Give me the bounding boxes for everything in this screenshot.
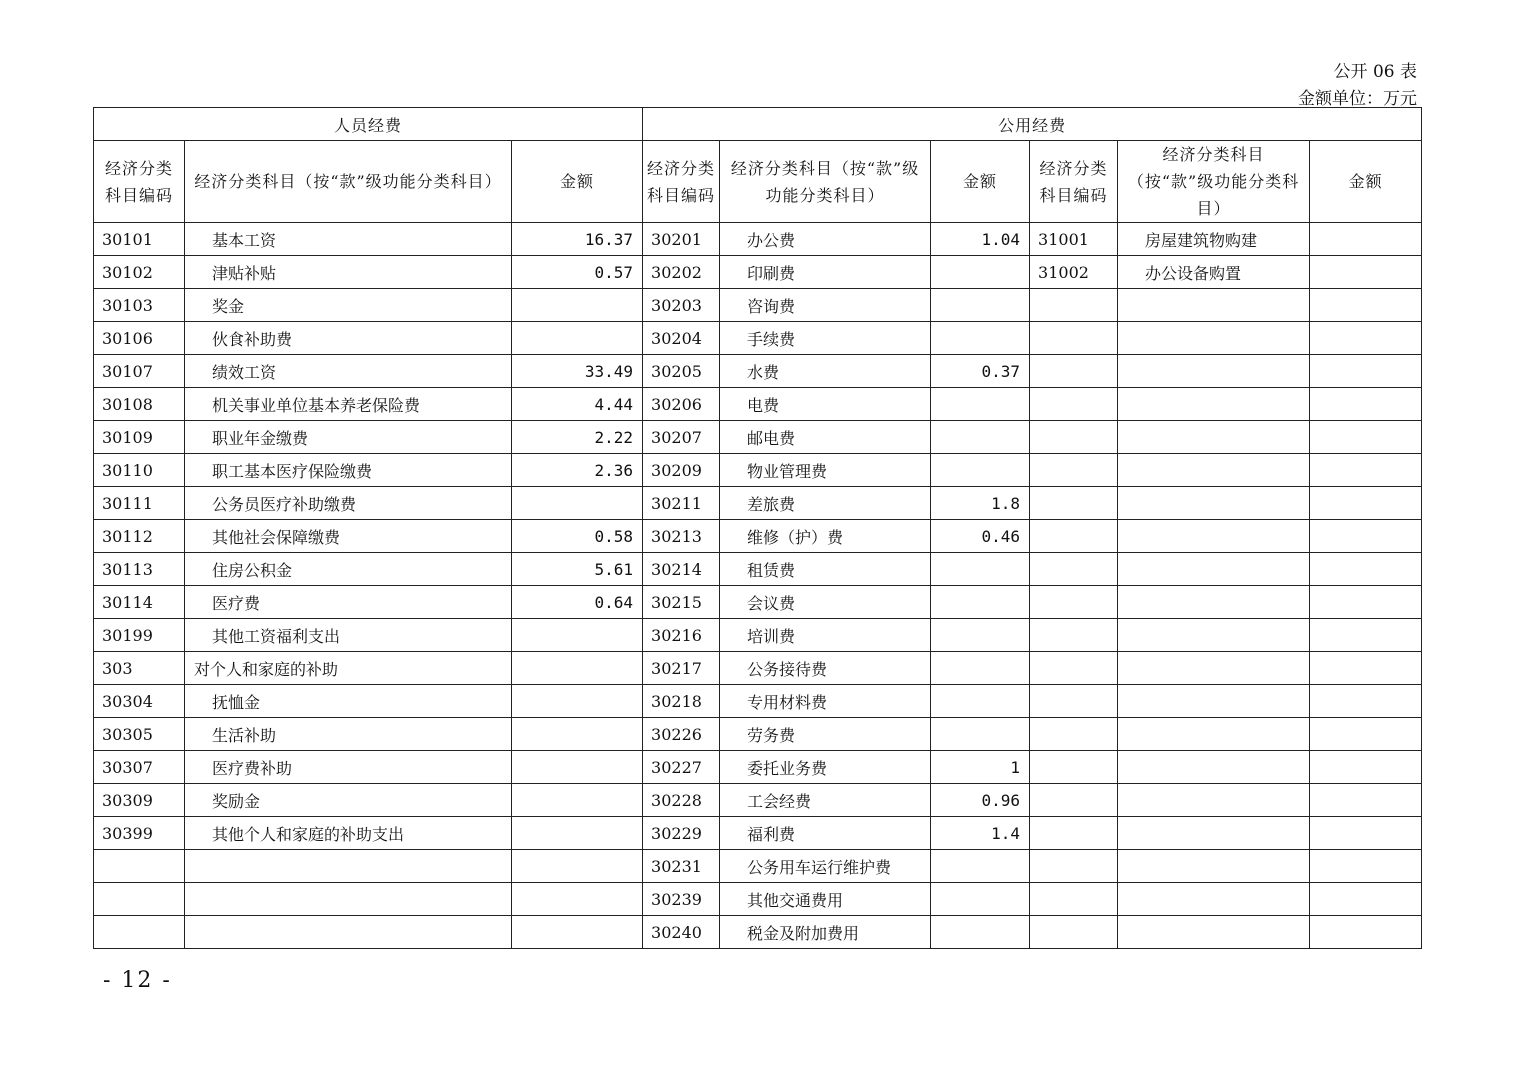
- public-amount-cell: [931, 916, 1030, 949]
- personnel-name-cell: 基本工资: [185, 223, 512, 256]
- capital-name-cell: [1118, 454, 1310, 487]
- public-amount-cell: 0.37: [931, 355, 1030, 388]
- capital-amount-cell: [1310, 817, 1422, 850]
- capital-name-cell: [1118, 553, 1310, 586]
- public-name-cell: 租赁费: [720, 553, 931, 586]
- capital-code-cell: [1030, 421, 1118, 454]
- capital-code-cell: [1030, 553, 1118, 586]
- col-header-amount: 金额: [512, 141, 643, 223]
- group-header-personnel: 人员经费: [94, 108, 643, 141]
- personnel-name-cell: 奖金: [185, 289, 512, 322]
- personnel-name-cell: 其他社会保障缴费: [185, 520, 512, 553]
- personnel-amount-cell: [512, 652, 643, 685]
- personnel-code-cell: 30111: [94, 487, 185, 520]
- capital-name-cell: [1118, 916, 1310, 949]
- table-row: [94, 355, 1422, 388]
- capital-name-cell: [1118, 751, 1310, 784]
- personnel-code-cell: 30399: [94, 817, 185, 850]
- public-code-cell: 30217: [643, 652, 720, 685]
- public-name-cell: 税金及附加费用: [720, 916, 931, 949]
- expenditure-table: [93, 107, 1422, 949]
- capital-amount-cell: [1310, 553, 1422, 586]
- capital-code-cell: [1030, 916, 1118, 949]
- col-header-code: 经济分类科目编码: [94, 141, 185, 223]
- public-amount-cell: [931, 883, 1030, 916]
- public-name-cell: 手续费: [720, 322, 931, 355]
- public-code-cell: 30211: [643, 487, 720, 520]
- capital-amount-cell: [1310, 487, 1422, 520]
- capital-amount-cell: [1310, 586, 1422, 619]
- personnel-amount-cell: 33.49: [512, 355, 643, 388]
- table-row: [94, 685, 1422, 718]
- col-header-name: 经济分类科目（按“款”级功能分类科目）: [720, 141, 931, 223]
- personnel-code-cell: 30103: [94, 289, 185, 322]
- public-name-cell: 委托业务费: [720, 751, 931, 784]
- capital-code-cell: [1030, 487, 1118, 520]
- personnel-name-cell: 津贴补贴: [185, 256, 512, 289]
- public-amount-cell: [931, 322, 1030, 355]
- capital-name-cell: [1118, 520, 1310, 553]
- capital-code-cell: [1030, 355, 1118, 388]
- capital-amount-cell: [1310, 388, 1422, 421]
- public-name-cell: 差旅费: [720, 487, 931, 520]
- personnel-amount-cell: 2.36: [512, 454, 643, 487]
- public-name-cell: 工会经费: [720, 784, 931, 817]
- capital-amount-cell: [1310, 289, 1422, 322]
- public-amount-cell: [931, 421, 1030, 454]
- capital-amount-cell: [1310, 520, 1422, 553]
- public-code-cell: 30202: [643, 256, 720, 289]
- public-amount-cell: [931, 619, 1030, 652]
- personnel-code-cell: 30112: [94, 520, 185, 553]
- personnel-amount-cell: [512, 619, 643, 652]
- capital-code-cell: [1030, 817, 1118, 850]
- capital-code-cell: [1030, 784, 1118, 817]
- table-row: [94, 817, 1422, 850]
- table-row: [94, 652, 1422, 685]
- personnel-amount-cell: [512, 685, 643, 718]
- capital-code-cell: [1030, 454, 1118, 487]
- public-name-cell: 水费: [720, 355, 931, 388]
- personnel-name-cell: 职工基本医疗保险缴费: [185, 454, 512, 487]
- table-row: [94, 520, 1422, 553]
- table-row: [94, 322, 1422, 355]
- public-name-cell: 公务接待费: [720, 652, 931, 685]
- capital-code-cell: [1030, 850, 1118, 883]
- public-name-cell: 印刷费: [720, 256, 931, 289]
- capital-name-cell: 办公设备购置: [1118, 256, 1310, 289]
- public-code-cell: 30209: [643, 454, 720, 487]
- personnel-code-cell: 30309: [94, 784, 185, 817]
- capital-name-cell: [1118, 421, 1310, 454]
- public-amount-cell: [931, 586, 1030, 619]
- public-amount-cell: [931, 289, 1030, 322]
- capital-amount-cell: [1310, 850, 1422, 883]
- col-header-name: 经济分类科目（按“款”级功能分类科目）: [1118, 141, 1310, 223]
- personnel-code-cell: [94, 916, 185, 949]
- capital-code-cell: [1030, 751, 1118, 784]
- public-code-cell: 30215: [643, 586, 720, 619]
- capital-amount-cell: [1310, 685, 1422, 718]
- table-row: [94, 487, 1422, 520]
- public-amount-cell: 1: [931, 751, 1030, 784]
- public-name-cell: 公务用车运行维护费: [720, 850, 931, 883]
- capital-amount-cell: [1310, 223, 1422, 256]
- public-amount-cell: 1.4: [931, 817, 1030, 850]
- capital-name-cell: [1118, 685, 1310, 718]
- personnel-code-cell: 30101: [94, 223, 185, 256]
- public-name-cell: 维修（护）费: [720, 520, 931, 553]
- capital-code-cell: [1030, 586, 1118, 619]
- personnel-code-cell: 30113: [94, 553, 185, 586]
- group-header-public: 公用经费: [643, 108, 1422, 141]
- public-amount-cell: [931, 850, 1030, 883]
- capital-name-cell: [1118, 718, 1310, 751]
- capital-amount-cell: [1310, 421, 1422, 454]
- capital-code-cell: [1030, 289, 1118, 322]
- personnel-code-cell: [94, 850, 185, 883]
- public-amount-cell: [931, 652, 1030, 685]
- personnel-name-cell: 公务员医疗补助缴费: [185, 487, 512, 520]
- personnel-amount-cell: 0.58: [512, 520, 643, 553]
- public-code-cell: 30229: [643, 817, 720, 850]
- capital-name-cell: [1118, 652, 1310, 685]
- public-name-cell: 办公费: [720, 223, 931, 256]
- table-row: [94, 388, 1422, 421]
- col-header-amount: 金额: [1310, 141, 1422, 223]
- public-code-cell: 30214: [643, 553, 720, 586]
- col-header-code: 经济分类科目编码: [1030, 141, 1118, 223]
- personnel-code-cell: 30110: [94, 454, 185, 487]
- personnel-amount-cell: [512, 784, 643, 817]
- personnel-name-cell: 奖励金: [185, 784, 512, 817]
- table-row: [94, 619, 1422, 652]
- capital-code-cell: 31001: [1030, 223, 1118, 256]
- capital-amount-cell: [1310, 256, 1422, 289]
- personnel-name-cell: 伙食补助费: [185, 322, 512, 355]
- capital-name-cell: [1118, 784, 1310, 817]
- capital-name-cell: [1118, 619, 1310, 652]
- public-amount-cell: 0.46: [931, 520, 1030, 553]
- table-row: [94, 223, 1422, 256]
- personnel-code-cell: [94, 883, 185, 916]
- table-row: [94, 256, 1422, 289]
- capital-amount-cell: [1310, 322, 1422, 355]
- capital-amount-cell: [1310, 916, 1422, 949]
- personnel-name-cell: [185, 916, 512, 949]
- capital-name-cell: [1118, 355, 1310, 388]
- personnel-name-cell: 医疗费补助: [185, 751, 512, 784]
- capital-name-cell: [1118, 388, 1310, 421]
- personnel-amount-cell: [512, 751, 643, 784]
- personnel-amount-cell: [512, 817, 643, 850]
- public-name-cell: 培训费: [720, 619, 931, 652]
- capital-amount-cell: [1310, 718, 1422, 751]
- public-name-cell: 邮电费: [720, 421, 931, 454]
- personnel-code-cell: 30102: [94, 256, 185, 289]
- personnel-amount-cell: [512, 916, 643, 949]
- capital-amount-cell: [1310, 751, 1422, 784]
- personnel-amount-cell: 0.64: [512, 586, 643, 619]
- form-id: 公开 06 表: [1333, 62, 1417, 82]
- personnel-name-cell: 绩效工资: [185, 355, 512, 388]
- personnel-code-cell: 30307: [94, 751, 185, 784]
- personnel-code-cell: 30305: [94, 718, 185, 751]
- personnel-amount-cell: 4.44: [512, 388, 643, 421]
- capital-amount-cell: [1310, 619, 1422, 652]
- col-header-amount: 金额: [931, 141, 1030, 223]
- personnel-amount-cell: [512, 322, 643, 355]
- capital-code-cell: [1030, 520, 1118, 553]
- capital-code-cell: [1030, 619, 1118, 652]
- capital-name-cell: [1118, 817, 1310, 850]
- public-name-cell: 物业管理费: [720, 454, 931, 487]
- table-row: [94, 850, 1422, 883]
- personnel-code-cell: 30199: [94, 619, 185, 652]
- public-amount-cell: [931, 388, 1030, 421]
- public-code-cell: 30205: [643, 355, 720, 388]
- public-name-cell: 电费: [720, 388, 931, 421]
- personnel-amount-cell: 5.61: [512, 553, 643, 586]
- public-code-cell: 30240: [643, 916, 720, 949]
- table-row: [94, 751, 1422, 784]
- personnel-name-cell: 对个人和家庭的补助: [185, 652, 512, 685]
- personnel-name-cell: 其他工资福利支出: [185, 619, 512, 652]
- public-code-cell: 30204: [643, 322, 720, 355]
- public-code-cell: 30218: [643, 685, 720, 718]
- public-name-cell: 专用材料费: [720, 685, 931, 718]
- public-name-cell: 福利费: [720, 817, 931, 850]
- capital-code-cell: [1030, 652, 1118, 685]
- capital-amount-cell: [1310, 652, 1422, 685]
- personnel-name-cell: 职业年金缴费: [185, 421, 512, 454]
- capital-code-cell: [1030, 883, 1118, 916]
- capital-code-cell: [1030, 322, 1118, 355]
- capital-name-cell: [1118, 586, 1310, 619]
- capital-amount-cell: [1310, 883, 1422, 916]
- personnel-name-cell: 住房公积金: [185, 553, 512, 586]
- personnel-code-cell: 30106: [94, 322, 185, 355]
- personnel-amount-cell: [512, 883, 643, 916]
- personnel-code-cell: 30108: [94, 388, 185, 421]
- personnel-name-cell: 其他个人和家庭的补助支出: [185, 817, 512, 850]
- public-name-cell: 会议费: [720, 586, 931, 619]
- personnel-amount-cell: [512, 718, 643, 751]
- table-row: [94, 718, 1422, 751]
- capital-name-cell: 房屋建筑物购建: [1118, 223, 1310, 256]
- personnel-amount-cell: [512, 289, 643, 322]
- personnel-code-cell: 30107: [94, 355, 185, 388]
- public-amount-cell: [931, 454, 1030, 487]
- public-code-cell: 30226: [643, 718, 720, 751]
- col-header-name: 经济分类科目（按“款”级功能分类科目）: [185, 141, 512, 223]
- public-amount-cell: [931, 553, 1030, 586]
- public-amount-cell: 1.8: [931, 487, 1030, 520]
- capital-code-cell: [1030, 685, 1118, 718]
- personnel-amount-cell: 2.22: [512, 421, 643, 454]
- personnel-name-cell: 机关事业单位基本养老保险费: [185, 388, 512, 421]
- public-amount-cell: [931, 685, 1030, 718]
- personnel-amount-cell: [512, 487, 643, 520]
- personnel-amount-cell: 16.37: [512, 223, 643, 256]
- table-row: [94, 454, 1422, 487]
- capital-name-cell: [1118, 850, 1310, 883]
- table-row: [94, 586, 1422, 619]
- capital-name-cell: [1118, 322, 1310, 355]
- public-amount-cell: [931, 256, 1030, 289]
- capital-code-cell: [1030, 718, 1118, 751]
- public-amount-cell: 0.96: [931, 784, 1030, 817]
- capital-code-cell: [1030, 388, 1118, 421]
- personnel-code-cell: 303: [94, 652, 185, 685]
- public-code-cell: 30213: [643, 520, 720, 553]
- personnel-name-cell: [185, 850, 512, 883]
- page-number: - 12 -: [103, 968, 172, 993]
- table-row: [94, 421, 1422, 454]
- table-row: [94, 916, 1422, 949]
- personnel-code-cell: 30109: [94, 421, 185, 454]
- capital-name-cell: [1118, 883, 1310, 916]
- col-header-code: 经济分类科目编码: [643, 141, 720, 223]
- table-row: [94, 883, 1422, 916]
- capital-amount-cell: [1310, 355, 1422, 388]
- public-code-cell: 30203: [643, 289, 720, 322]
- capital-name-cell: [1118, 487, 1310, 520]
- personnel-code-cell: 30114: [94, 586, 185, 619]
- public-name-cell: 劳务费: [720, 718, 931, 751]
- personnel-name-cell: 生活补助: [185, 718, 512, 751]
- public-code-cell: 30239: [643, 883, 720, 916]
- personnel-amount-cell: [512, 850, 643, 883]
- personnel-amount-cell: 0.57: [512, 256, 643, 289]
- public-amount-cell: [931, 718, 1030, 751]
- public-code-cell: 30228: [643, 784, 720, 817]
- public-name-cell: 其他交通费用: [720, 883, 931, 916]
- public-code-cell: 30227: [643, 751, 720, 784]
- capital-amount-cell: [1310, 784, 1422, 817]
- table-row: [94, 784, 1422, 817]
- public-code-cell: 30201: [643, 223, 720, 256]
- personnel-name-cell: 医疗费: [185, 586, 512, 619]
- amount-unit: 金额单位：万元: [1298, 89, 1417, 109]
- personnel-code-cell: 30304: [94, 685, 185, 718]
- public-name-cell: 咨询费: [720, 289, 931, 322]
- personnel-name-cell: 抚恤金: [185, 685, 512, 718]
- public-code-cell: 30231: [643, 850, 720, 883]
- capital-amount-cell: [1310, 454, 1422, 487]
- capital-name-cell: [1118, 289, 1310, 322]
- public-amount-cell: 1.04: [931, 223, 1030, 256]
- capital-code-cell: 31002: [1030, 256, 1118, 289]
- personnel-name-cell: [185, 883, 512, 916]
- public-code-cell: 30216: [643, 619, 720, 652]
- table-row: [94, 289, 1422, 322]
- public-code-cell: 30206: [643, 388, 720, 421]
- public-code-cell: 30207: [643, 421, 720, 454]
- table-row: [94, 553, 1422, 586]
